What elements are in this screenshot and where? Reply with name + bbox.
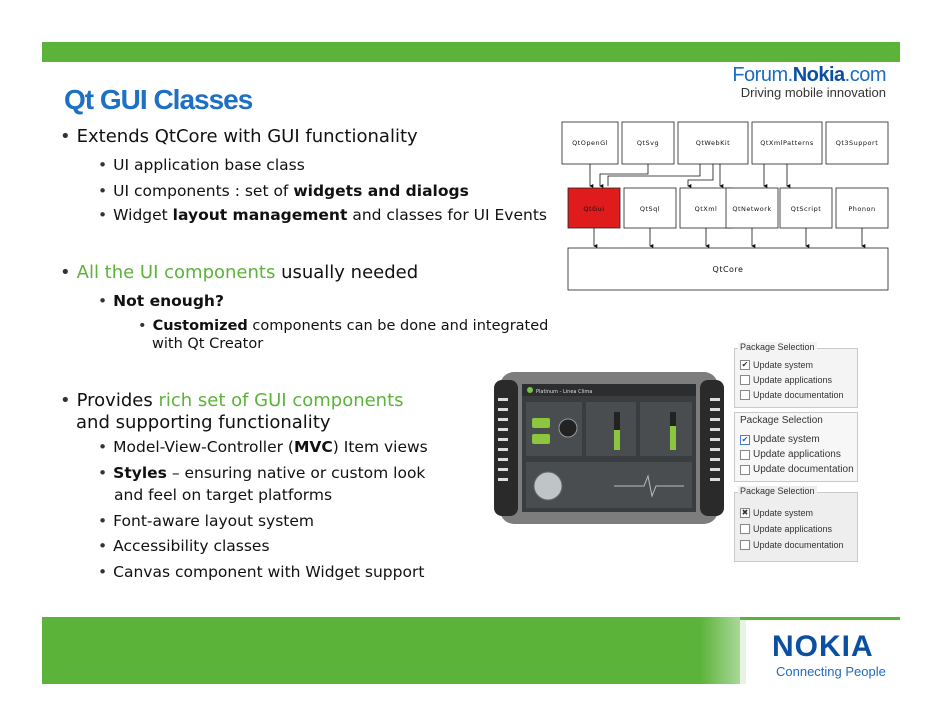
bullet-continuation: and supporting functionality xyxy=(76,412,331,433)
subbullet-text: UI components : set of xyxy=(113,182,294,200)
module-label-qtopengl: QtOpenGl xyxy=(572,139,608,147)
device-button-1 xyxy=(532,418,550,428)
bullet-text: usually needed xyxy=(275,262,419,283)
checkbox[interactable] xyxy=(740,390,750,400)
subbullet-layout-management: • Widget layout management and classes for UI Events xyxy=(98,206,547,224)
subbullet-bold: layout management xyxy=(172,206,348,224)
nokia-logo-card xyxy=(740,620,906,684)
device-slider-2-fill xyxy=(670,426,676,450)
subbullet-font-aware: • Font-aware layout system xyxy=(98,512,314,530)
subbullet-bold: widgets and dialogs xyxy=(293,182,469,200)
subbullet-bold: MVC xyxy=(293,438,333,456)
subbullet-styles-continuation: and feel on target platforms xyxy=(114,486,333,504)
subbullet-styles: • Styles – ensuring native or custom look xyxy=(98,464,426,482)
subbullet-text: Accessibility classes xyxy=(113,537,270,555)
bullet-green-text: All the UI components xyxy=(76,262,276,283)
subbullet-ui-app-base: • UI application base class xyxy=(98,156,305,174)
subsubbullet-bold: Customized xyxy=(152,318,248,334)
nokia-tagline: Connecting People xyxy=(776,664,886,679)
option-label: Update system xyxy=(753,508,814,518)
subbullet-bold: Not enough? xyxy=(113,292,224,310)
subbullet-text: Model-View-Controller ( xyxy=(113,438,294,456)
subbullet-canvas: • Canvas component with Widget support xyxy=(98,563,425,581)
checkbox[interactable] xyxy=(740,450,750,460)
subsubbullet-customized: • Customized components can be done and integrated xyxy=(138,318,549,334)
bullet-text: Extends QtCore with GUI functionality xyxy=(76,126,418,147)
qt-module-diagram xyxy=(560,118,890,298)
checkbox-checked[interactable]: ✔ xyxy=(741,434,749,444)
device-status-icon xyxy=(527,387,533,393)
nokia-logo: NOKIA xyxy=(772,630,874,663)
module-label-qtsql: QtSql xyxy=(639,205,661,213)
device-slider-1-fill xyxy=(614,430,620,450)
forum-nokia-wordmark xyxy=(732,64,886,87)
package-selection-panel-3 xyxy=(734,484,858,560)
option-label: Update applications xyxy=(753,375,833,385)
module-label-qtwebkit: QtWebKit xyxy=(695,139,731,147)
subbullet-not-enough: • Not enough? xyxy=(98,292,224,310)
option-label: Update system xyxy=(753,434,820,445)
subbullet-text: Canvas component with Widget support xyxy=(113,563,425,581)
subbullet-mvc: • Model-View-Controller (MVC) Item views xyxy=(98,438,428,456)
bullet-text: Provides xyxy=(76,390,159,411)
option-update-applications[interactable] xyxy=(740,449,841,460)
subbullet-accessibility: • Accessibility classes xyxy=(98,537,270,555)
subsubbullet-text: components can be done and integrated xyxy=(247,318,549,334)
option-label: Update documentation xyxy=(753,540,844,550)
checkbox[interactable] xyxy=(740,540,750,550)
subbullet-text: UI application base class xyxy=(113,156,305,174)
module-label-qtcore: QtCore xyxy=(712,265,744,274)
option-label: Update applications xyxy=(753,449,841,460)
option-update-documentation[interactable] xyxy=(740,540,844,550)
slide-title: Qt GUI Classes xyxy=(64,84,253,115)
module-label-qtxmlpatterns: QtXmlPatterns xyxy=(760,139,814,147)
panel-legend: Package Selection xyxy=(740,486,815,496)
option-update-system[interactable] xyxy=(740,434,820,445)
forum-suffix: .com xyxy=(844,64,886,86)
forum-tagline: Driving mobile innovation xyxy=(740,85,886,100)
subbullet-text-end: ) Item views xyxy=(332,438,428,456)
module-label-qt3support: Qt3Support xyxy=(835,139,879,147)
module-label-qtxml: QtXml xyxy=(694,205,718,213)
panel-legend: Package Selection xyxy=(740,342,815,352)
subbullet-bold: Styles xyxy=(113,464,167,482)
device-panel-2 xyxy=(586,402,636,456)
subbullet-text: Font-aware layout system xyxy=(113,512,314,530)
device-gauge-icon xyxy=(559,419,577,437)
forum-brand: Nokia xyxy=(792,64,845,86)
device-panel-3 xyxy=(640,402,692,456)
checkbox[interactable] xyxy=(740,524,750,534)
forum-prefix: Forum. xyxy=(732,64,793,86)
checkbox[interactable] xyxy=(740,375,750,385)
module-label-phonon: Phonon xyxy=(848,205,876,213)
subbullet-text: Widget xyxy=(113,206,173,224)
option-update-applications[interactable] xyxy=(740,524,832,534)
package-selection-panel-1 xyxy=(734,342,858,406)
module-label-qtnetwork: QtNetwork xyxy=(732,205,772,213)
bullet-extends-qtcore: • Extends QtCore with GUI functionality xyxy=(60,126,418,147)
subsubbullet-continuation: with Qt Creator xyxy=(152,336,264,352)
device-button-2 xyxy=(532,434,550,444)
option-label: Update applications xyxy=(753,524,833,534)
panel-legend: Package Selection xyxy=(740,415,823,426)
option-update-system[interactable] xyxy=(740,508,813,518)
checkbox-checked[interactable]: ✔ xyxy=(741,360,749,369)
option-label: Update system xyxy=(753,360,814,370)
checkbox[interactable] xyxy=(740,465,750,475)
option-update-system[interactable] xyxy=(740,360,813,370)
module-label-qtscript: QtScript xyxy=(790,205,822,213)
subbullet-text: – ensuring native or custom look xyxy=(166,464,426,482)
option-update-documentation[interactable] xyxy=(740,464,854,475)
module-label-qtsvg: QtSvg xyxy=(636,139,660,147)
option-update-applications[interactable] xyxy=(740,375,832,385)
option-label: Update documentation xyxy=(753,390,844,400)
band-fade xyxy=(700,617,740,684)
bullet-all-ui-components: • All the UI components usually needed xyxy=(60,262,419,283)
top-green-band xyxy=(42,42,900,62)
module-label-qtgui: QtGui xyxy=(583,205,605,213)
subbullet-ui-components: • UI components : set of widgets and dialogs xyxy=(98,182,469,200)
checkbox-checked[interactable]: ✖ xyxy=(741,508,749,517)
option-update-documentation[interactable] xyxy=(740,390,844,400)
device-dpad-icon xyxy=(534,472,562,500)
forum-nokia-logo xyxy=(732,64,886,100)
subbullet-text-end: and classes for UI Events xyxy=(347,206,547,224)
device-screen-title: Platinum - Linea Clima xyxy=(536,389,593,395)
device-illustration xyxy=(494,368,724,528)
package-selection-panel-2 xyxy=(734,412,858,480)
bullet-green-text: rich set of GUI components xyxy=(158,390,404,411)
option-label: Update documentation xyxy=(753,464,854,475)
bullet-provides-rich-set: • Provides rich set of GUI components xyxy=(60,390,404,411)
